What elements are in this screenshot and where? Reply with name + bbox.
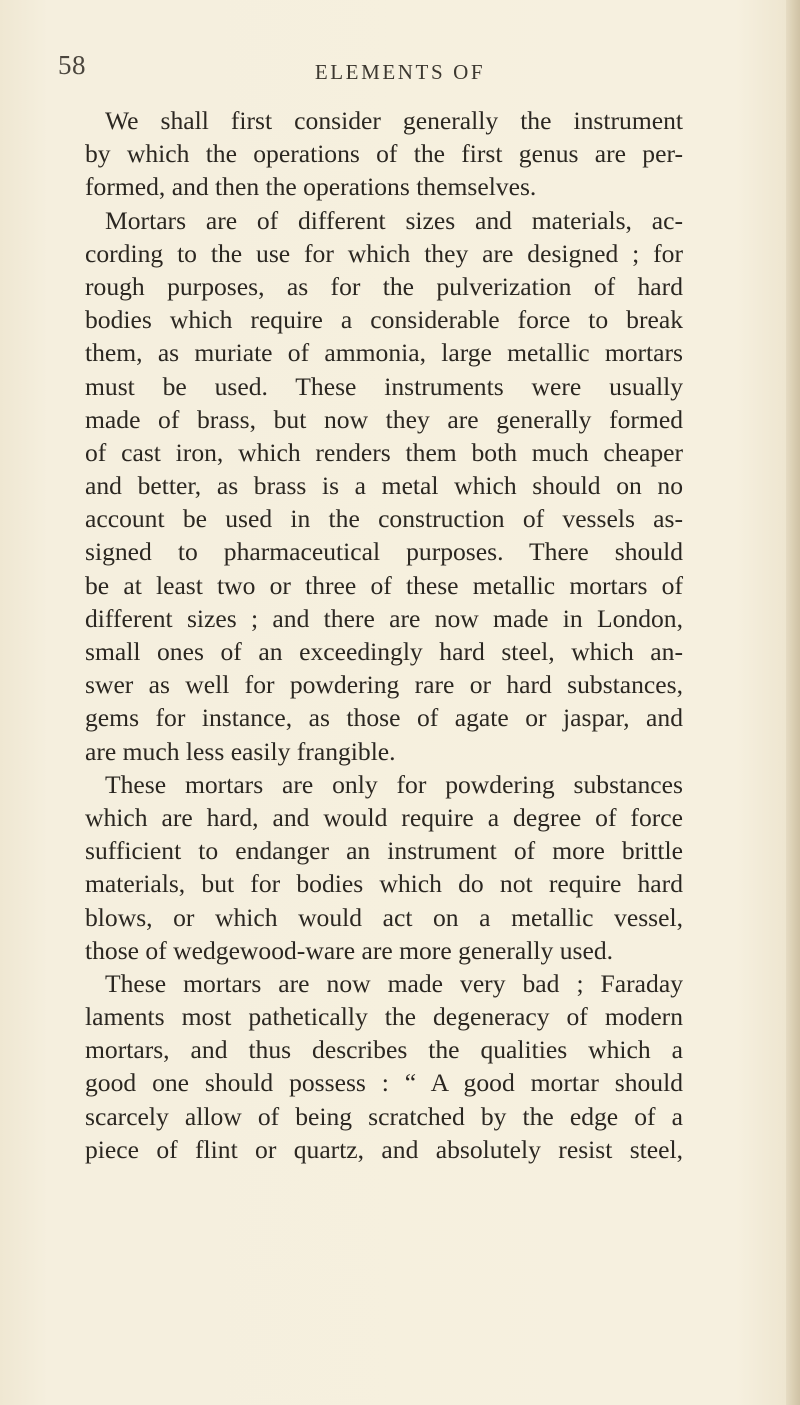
text-line: mortars, and thus describes the qualities which a	[85, 1035, 683, 1065]
text-line: of cast iron, which renders them both much cheaper	[85, 437, 683, 467]
text-line: small ones of an exceedingly hard steel, which an-	[85, 637, 683, 666]
text-line: good one should possess : “ A good mortar should	[85, 1068, 683, 1098]
body-text	[85, 104, 683, 1166]
page-number: 58	[58, 50, 86, 80]
text-line: These mortars are only for powdering substances	[105, 769, 683, 799]
text-line: be at least two or three of these metallic mortars of	[85, 570, 683, 600]
text-line: bodies which require a considerable force to break	[85, 305, 683, 335]
text-line: rough purposes, as for the pulverization of hard	[85, 271, 683, 301]
text-line: gems for instance, as those of agate or jaspar, and	[85, 703, 683, 733]
text-line: which are hard, and would require a degree of force	[85, 802, 683, 832]
text-line: by which the operations of the first genus are per-	[85, 139, 683, 169]
text-line: those of wedgewood-ware are more generally used.	[85, 935, 614, 965]
text-line: swer as well for powdering rare or hard substances,	[85, 670, 683, 700]
text-line: blows, or which would act on a metallic vessel,	[85, 902, 683, 932]
text-line: and better, as brass is a metal which should on no	[85, 471, 683, 501]
text-line: signed to pharmaceutical purposes. There should	[85, 537, 683, 567]
page-edge	[786, 0, 800, 1405]
text-line: must be used. These instruments were usually	[85, 371, 683, 401]
text-line: are much less easily frangible.	[85, 736, 396, 766]
text-line: materials, but for bodies which do not require hard	[85, 869, 683, 899]
text-line: scarcely allow of being scratched by the edge of a	[85, 1101, 683, 1131]
text-line: them, as muriate of ammonia, large metallic mortars	[85, 338, 683, 368]
text-line: Mortars are of different sizes and materials, ac-	[105, 205, 683, 235]
text-line: sufficient to endanger an instrument of more brittle	[85, 836, 683, 866]
text-line: cording to the use for which they are designed ; for	[85, 238, 683, 268]
text-line: These mortars are now made very bad ; Faraday	[105, 968, 683, 998]
text-line: formed, and then the operations themselves.	[85, 172, 537, 202]
text-line: laments most pathetically the degeneracy of modern	[85, 1002, 683, 1032]
running-head: ELEMENTS OF	[314, 60, 486, 84]
text-line: made of brass, but now they are generally formed	[85, 404, 683, 434]
text-line: account be used in the construction of vessels as-	[85, 504, 683, 534]
text-line: piece of flint or quartz, and absolutely resist steel,	[85, 1134, 683, 1164]
text-line: We shall first consider generally the instrument	[105, 106, 683, 135]
text-line: different sizes ; and there are now made in London,	[85, 603, 683, 633]
